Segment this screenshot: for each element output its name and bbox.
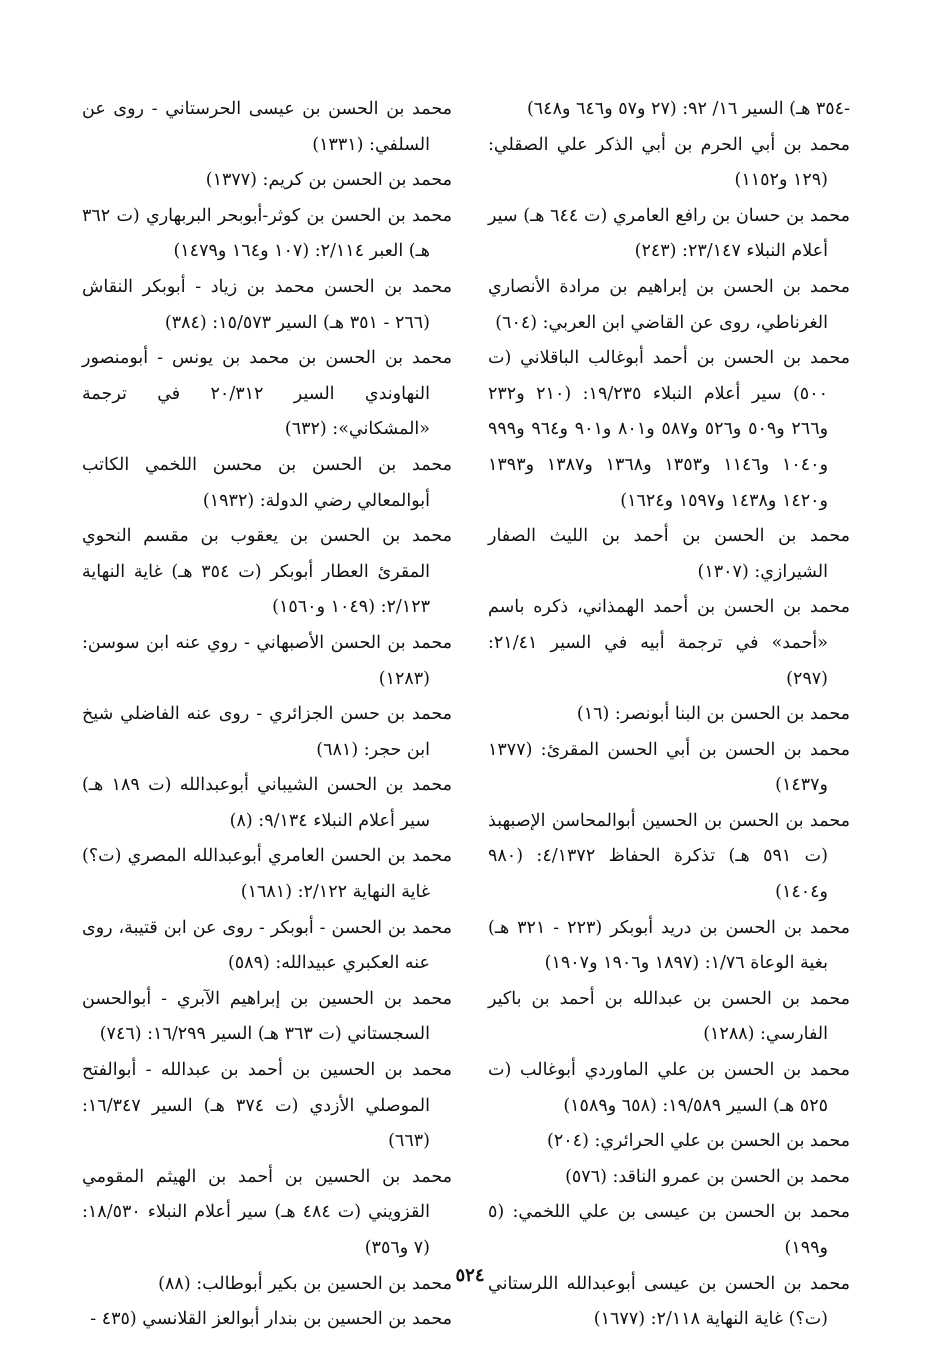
entry-text: محمد بن الحسن بن أبي الحسن المقرئ: (١٣٧٧ و١٤٣٧)	[488, 739, 850, 796]
index-entry	[488, 199, 850, 270]
entry-text: محمد بن الحسن بن الحسين أبوالمحاسن الإصبهبذ (ت ٥٩١ هـ) تذكرة الحفاظ ٤/١٣٧٢: (٩٨٠ و١٤٠٤)	[488, 810, 850, 903]
entry-text: -٣٥٤ هـ) السير ١٦/ ٩٢: (٢٧ و٥٧ و٦٤٦ و٦٤٨)	[526, 99, 850, 119]
index-entry	[82, 270, 452, 341]
entry-text: محمد بن الحسن بن علي الحرائري: (٢٠٤)	[547, 1131, 850, 1152]
entry-text: محمد بن الحسين بن إبراهيم الآبري - أبوالحسن السجستاني (ت ٣٦٣ هـ) السير ١٦/٢٩٩: (٧٤٦)	[82, 988, 452, 1045]
entry-text: محمد بن الحسن العامري أبوعبدالله المصري (ت؟) غاية النهاية ٢/١٢٢: (١٦٨١)	[82, 846, 452, 903]
index-entry	[82, 163, 452, 199]
index-entry	[488, 341, 850, 519]
index-entry	[488, 982, 850, 1053]
index-entry	[82, 911, 452, 982]
index-entry	[488, 733, 850, 804]
index-entry	[82, 519, 452, 626]
index-column-left	[82, 92, 452, 1338]
entry-text: محمد بن الحسن بن علي الماوردي أبوغالب (ت ٥٢٥ هـ) السير ١٩/٥٨٩: (٦٥٨ و١٥٨٩)	[488, 1060, 850, 1116]
entry-text: محمد بن أبي الحرم بن أبي الذكر علي الصقلي: (١٢٩ و١١٥٢)	[488, 134, 850, 191]
index-entry	[82, 92, 452, 163]
index-entry	[82, 1160, 452, 1267]
index-entry	[82, 697, 452, 768]
entry-text: محمد بن الحسن بن عيسى أبوعبدالله اللرستاني (ت؟) غاية النهاية ٢/١١٨: (١٦٧٧)	[488, 1273, 850, 1330]
index-entry	[82, 199, 452, 270]
index-entry	[488, 697, 850, 733]
entry-text: محمد بن الحسن بن محمد بن يونس - أبومنصور النهاوندي السير ٢٠/٣١٢ في ترجمة «المشكاني»: (٦٣٢)	[82, 348, 452, 440]
entry-text: محمد بن الحسن بن دريد أبوبكر (٢٢٣ - ٣٢١ هـ) بغية الوعاة ١/٧٦: (١٨٩٧ و١٩٠٦ و١٩٠٧)	[488, 917, 850, 974]
entry-text: محمد بن الحسن بن عيسى الحرستاني - روى عن السلفي: (١٣٣١)	[82, 99, 452, 155]
index-entry	[488, 519, 850, 590]
entry-text: محمد بن الحسين بن بكير أبوطالب: (٨٨)	[158, 1273, 452, 1294]
entry-text: محمد بن حسان بن رافع العامري (ت ٦٤٤ هـ) سير أعلام النبلاء ٢٣/١٤٧: (٢٤٣)	[488, 205, 850, 262]
index-entry	[488, 1124, 850, 1160]
index-entry	[82, 1053, 452, 1160]
entry-text: محمد بن الحسن - أبوبكر - روى عن ابن قتيبة، روى عنه العكبري عبيدالله: (٥٨٩)	[82, 917, 452, 974]
index-entry	[82, 341, 452, 448]
entry-text: محمد بن الحسن محمد بن زياد - أبوبكر النقاش (٢٦٦ - ٣٥١ هـ) السير ١٥/٥٧٣: (٣٨٤)	[82, 276, 452, 333]
index-entry	[488, 1160, 850, 1196]
entry-text: محمد بن الحسن بن محسن اللخمي الكاتب أبوالمعالي رضي الدولة: (١٩٣٢)	[82, 454, 452, 511]
page-number: ٥٢٤	[455, 1265, 485, 1286]
index-entry	[488, 128, 850, 199]
entry-text: محمد بن الحسن بن إبراهيم بن مرادة الأنصاري الغرناطي، روى عن القاضي ابن العربي: (٦٠٤)	[488, 276, 850, 333]
index-entry	[82, 982, 452, 1053]
index-entry	[488, 1053, 850, 1124]
entry-text: محمد بن الحسين بن بندار أبوالعز القلانسي (٤٣٥ -	[90, 1309, 452, 1330]
index-entry	[82, 768, 452, 839]
entry-text: محمد بن الحسن الأصبهاني - روي عنه ابن سوسن: (١٢٨٣)	[82, 632, 452, 689]
entry-text: محمد بن الحسين بن أحمد بن الهيثم المقومي القزويني (ت ٤٨٤ هـ) سير أعلام النبلاء ١٨/٥٣٠: (٧ و٣٥٦)	[82, 1166, 452, 1258]
index-entry	[82, 1302, 452, 1338]
index-column-right	[488, 92, 850, 1338]
index-entry	[488, 911, 850, 982]
index-entry	[488, 804, 850, 911]
index-entry	[488, 92, 850, 128]
entry-text: محمد بن الحسن بن أحمد أبوغالب الباقلاني (ت ٥٠٠) سير أعلام النبلاء ١٩/٢٣٥: (٢١٠ و٢٣٢ و٢٦٦ و٥٠٩ و٥٢٦ و٥٨٧ و٨٠١ و٩٠١ و٩٦٤ و٩٩٩ و١٠٤٠ و١١٤٦ و١٣٥٣ و١٣٦٨ و١٣٨٧ و١٣٩٣ و١٤٢٠ و١٤٣٨ و١٥٩٧ و١٦٢٤)	[488, 348, 850, 511]
entry-text: محمد بن الحسن بن كوثر-أبوبحر البربهاري (ت ٣٦٢ هـ) العبر ٢/١١٤: (١٠٧ و١٦٤ و١٤٧٩)	[82, 205, 452, 262]
index-entry	[488, 270, 850, 341]
entry-text: محمد بن الحسن بن يعقوب بن مقسم النحوي المقرئ العطار أبوبكر (ت ٣٥٤ هـ) غاية النهاية ٢/١٢٣: (١٠٤٩ و١٥٦٠)	[82, 526, 452, 618]
entry-text: محمد بن الحسن بن عمرو الناقد: (٥٧٦)	[565, 1166, 850, 1187]
entry-text: محمد بن الحسن بن البنا أبونصر: (١٦)	[576, 704, 850, 725]
entry-text: محمد بن الحسن بن أحمد الهمذاني، ذكره باسم «أحمد» في ترجمة أبيه في السير ٢١/٤١: (٢٩٧)	[488, 597, 850, 689]
index-entry	[82, 626, 452, 697]
entry-text: محمد بن الحسين بن أحمد بن عبدالله - أبوالفتح الموصلي الأزدي (ت ٣٧٤ هـ) السير ١٦/٣٤٧: (٦٦٣)	[82, 1060, 452, 1152]
entry-text: محمد بن الحسن بن كريم: (١٣٧٧)	[205, 170, 452, 191]
entry-text: محمد بن الحسن بن عيسى بن علي اللخمي: (٥ و١٩٩)	[488, 1202, 850, 1258]
index-entry	[488, 1195, 850, 1266]
entry-text: محمد بن حسن الجزائري - روى عنه الفاضلي شيخ ابن حجر: (٦٨١)	[82, 704, 452, 760]
index-entry	[82, 448, 452, 519]
entry-text: محمد بن الحسن الشيباني أبوعبدالله (ت ١٨٩ هـ) سير أعلام النبلاء ٩/١٣٤: (٨)	[82, 775, 452, 831]
entry-text: محمد بن الحسن بن عبدالله بن أحمد بن باكير الفارسي: (١٢٨٨)	[488, 988, 850, 1045]
index-entry	[82, 839, 452, 910]
index-entry	[488, 590, 850, 697]
entry-text: محمد بن الحسن بن أحمد بن الليث الصفار الشيرازي: (١٣٠٧)	[488, 526, 850, 582]
